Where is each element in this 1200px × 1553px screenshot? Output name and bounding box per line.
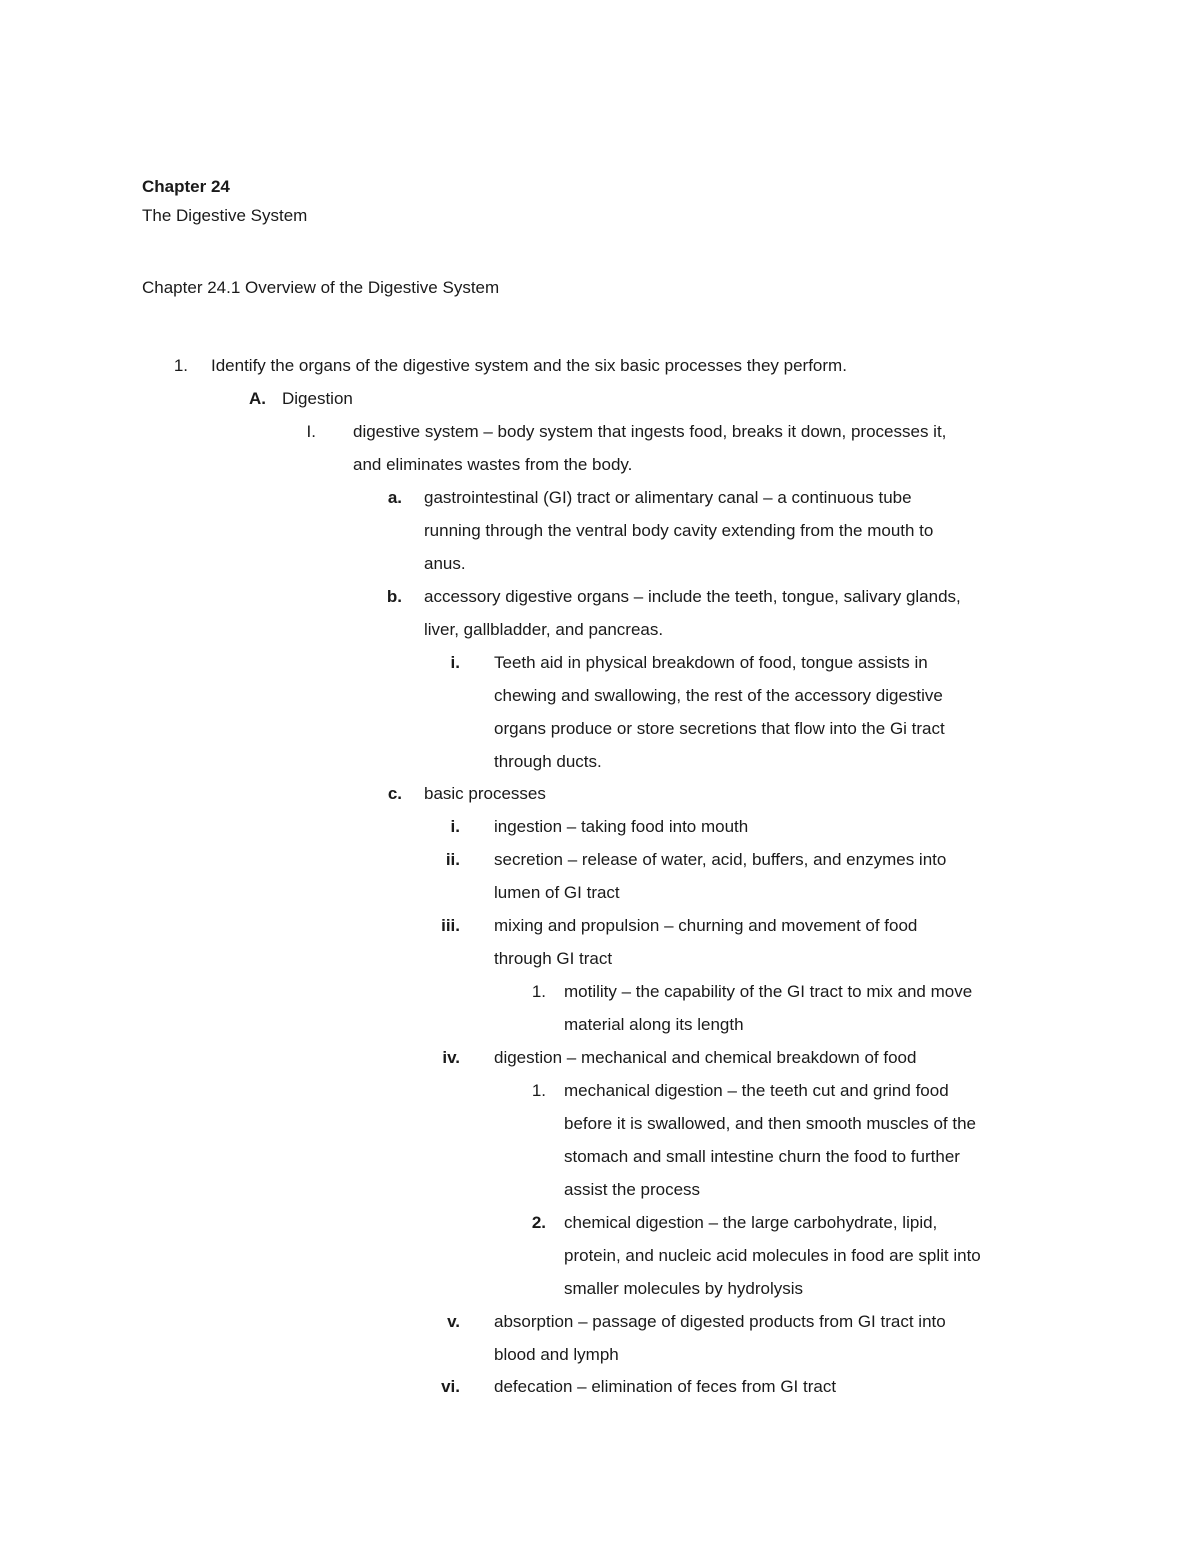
outline-line: liver, gallbladder, and pancreas. (424, 620, 664, 639)
outline-line: organs produce or store secretions that flow into the Gi tract (494, 719, 945, 738)
outline-line: defecation – elimination of feces from GI tract (494, 1377, 837, 1396)
outline-line: mechanical digestion – the teeth cut and grind food (564, 1081, 949, 1100)
outline-line: absorption – passage of digested products from GI tract into (494, 1312, 946, 1331)
objective-marker: 1. (173, 356, 188, 375)
outline-marker-iii: iii. (441, 916, 460, 935)
outline-marker-a: a. (387, 488, 402, 507)
outline-line: anus. (424, 554, 466, 573)
outline-line: material along its length (564, 1015, 744, 1034)
outline-line: and eliminates wastes from the body. (353, 455, 633, 474)
outline-line: before it is swallowed, and then smooth muscles of the (564, 1114, 976, 1133)
outline-line: secretion – release of water, acid, buffers, and enzymes into (494, 850, 947, 869)
outline-line: blood and lymph (494, 1345, 619, 1364)
outline-marker-1: 1. (531, 982, 546, 1001)
outline-line: through ducts. (494, 752, 602, 771)
outline-marker-i: i. (450, 817, 460, 836)
outline-line: chewing and swallowing, the rest of the accessory digestive (494, 686, 943, 705)
outline-line: Teeth aid in physical breakdown of food, tongue assists in (494, 653, 928, 672)
outline-marker-roman-i: I. (306, 422, 316, 441)
outline-marker-a-upper: A. (249, 389, 266, 408)
outline-heading-digestion: Digestion (282, 389, 353, 408)
outline-line: digestive system – body system that ingests food, breaks it down, processes it, (353, 422, 947, 441)
outline-line: digestion – mechanical and chemical breakdown of food (494, 1048, 917, 1067)
outline-line: through GI tract (494, 949, 613, 968)
outline-line: accessory digestive organs – include the teeth, tongue, salivary glands, (424, 587, 961, 606)
outline-marker-vi: vi. (441, 1377, 460, 1396)
outline-line: assist the process (564, 1180, 701, 1199)
outline-marker-iv: iv. (442, 1048, 460, 1067)
outline-marker-i: i. (450, 653, 460, 672)
outline-line: protein, and nucleic acid molecules in food are split into (564, 1246, 981, 1265)
outline-marker-ii: ii. (445, 850, 460, 869)
outline-marker-1: 1. (531, 1081, 546, 1100)
outline-line: smaller molecules by hydrolysis (564, 1279, 804, 1298)
outline-marker-2: 2. (531, 1213, 546, 1232)
outline-line: stomach and small intestine churn the food to further (564, 1147, 960, 1166)
outline-line: motility – the capability of the GI tract to mix and move (564, 982, 973, 1001)
outline-line: basic processes (424, 784, 546, 803)
outline-marker-c: c. (387, 784, 402, 803)
outline-line: ingestion – taking food into mouth (494, 817, 749, 836)
outline-line: gastrointestinal (GI) tract or alimentary canal – a continuous tube (424, 488, 912, 507)
chapter-title: Chapter 24 (142, 177, 230, 196)
chapter-subtitle: The Digestive System (142, 206, 308, 225)
outline-marker-v: v. (447, 1312, 460, 1331)
outline-line: chemical digestion – the large carbohydrate, lipid, (564, 1213, 938, 1232)
outline-marker-b: b. (386, 587, 402, 606)
outline-line: mixing and propulsion – churning and movement of food (494, 916, 918, 935)
objective-line: Identify the organs of the digestive system and the six basic processes they perform. (211, 356, 847, 375)
outline-line: lumen of GI tract (494, 883, 620, 902)
outline-line: running through the ventral body cavity extending from the mouth to (424, 521, 934, 540)
section-heading: Chapter 24.1 Overview of the Digestive System (142, 278, 500, 297)
